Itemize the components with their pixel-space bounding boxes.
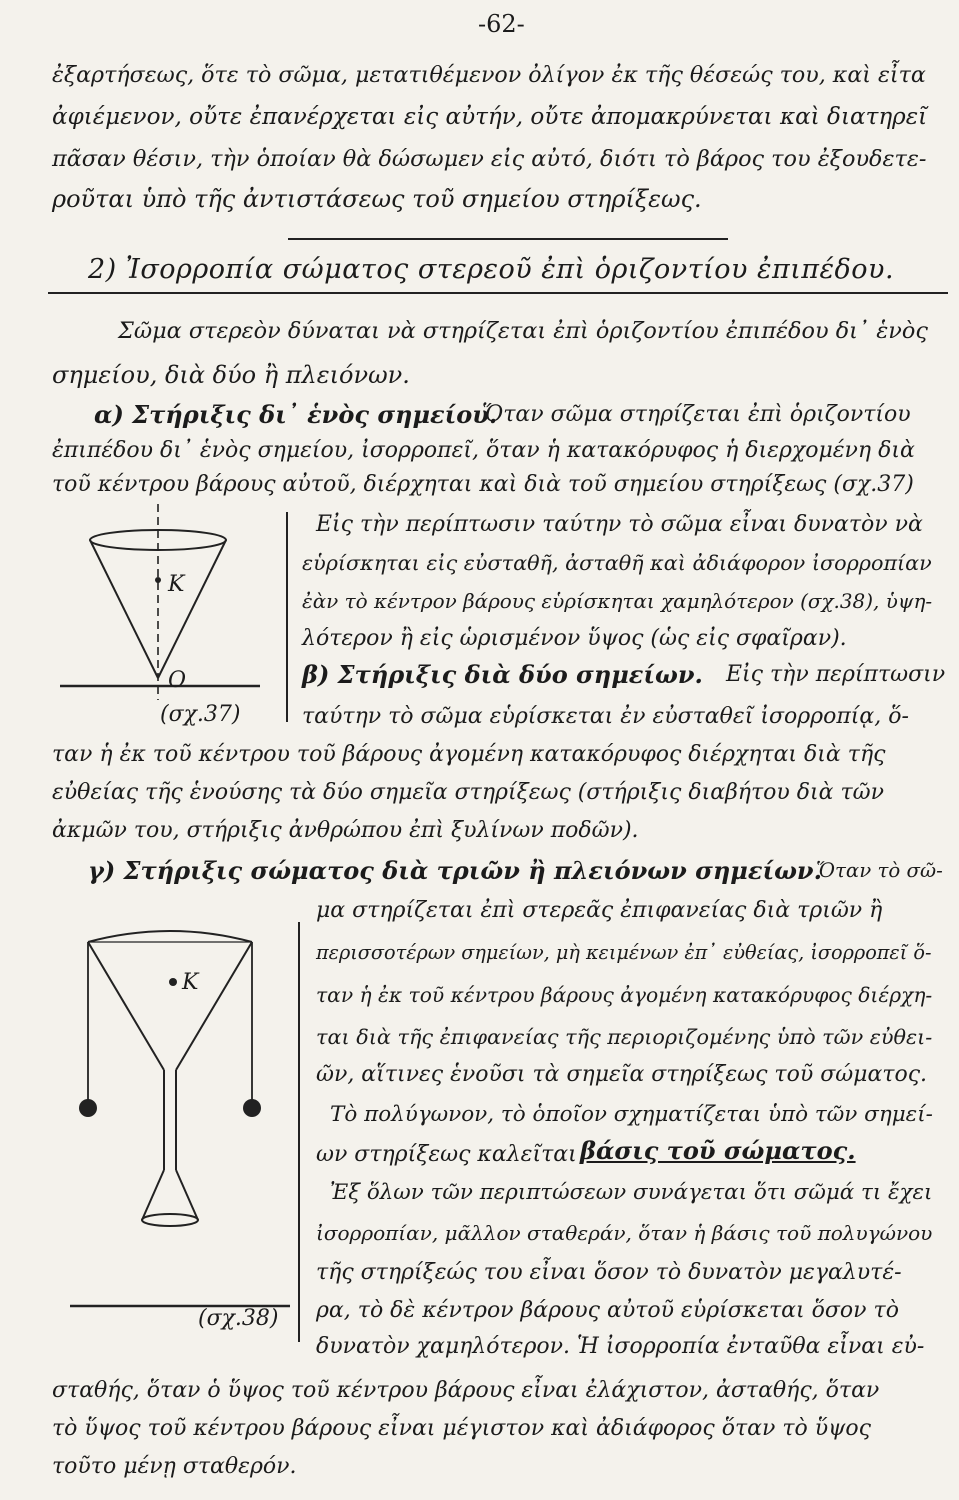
figure-38-caption: (σχ.38) [198, 1306, 279, 1331]
text-line: ων στηρίξεως καλεῖται [316, 1142, 577, 1167]
figure-37-o-label: O [168, 668, 187, 693]
figure-37-divider [286, 512, 288, 722]
text-line: ται διὰ τῆς ἐπιφανείας τῆς περιοριζομένης ὑπὸ τῶν εὐθει- [316, 1025, 933, 1049]
page-number: -62- [478, 10, 525, 38]
text-line: ροῦται ὑπὸ τῆς ἀντιστάσεως τοῦ σημείου στηρίξεως. [52, 185, 702, 213]
text-line: σημείου, διὰ δύο ἢ πλειόνων. [52, 361, 410, 389]
text-line: πᾶσαν θέσιν, τὴν ὁποίαν θὰ δώσωμεν εἰς αὐτό, διότι τὸ βάρος του ἐξουδετε- [52, 146, 927, 172]
text-line: σταθής, ὅταν ὁ ὕψος τοῦ κέντρου βάρους εἶναι ἐλάχιστον, ἀσταθής, ὅταν [52, 1378, 880, 1403]
text-line: λότερον ἢ εἰς ὡρισμένον ὕψος (ὡς εἰς σφαῖραν). [302, 626, 847, 651]
base-term: βάσις τοῦ σώματος. [580, 1136, 856, 1165]
text-line: ἐπιπέδου δι᾽ ἑνὸς σημείου, ἰσορροπεῖ, ὅταν ἡ κατακόρυφος ἡ διερχομένη διὰ [52, 438, 915, 463]
figure-37-cone [60, 500, 270, 730]
text-line: Ἐξ ὅλων τῶν περιπτώσεων συνάγεται ὅτι σῶμά τι ἔχει [330, 1180, 933, 1205]
figure-38-weighted-body [70, 920, 290, 1330]
text-line: ταν ἡ ἐκ τοῦ κέντρου τοῦ βάρους ἀγομένη κατακόρυφος διέρχηται διὰ τῆς [52, 742, 886, 767]
text-line: ταύτην τὸ σῶμα εὑρίσκεται ἐν εὐσταθεῖ ἰσορροπίᾳ, ὅ- [302, 704, 909, 729]
figure-38-divider [298, 922, 300, 1342]
text-line: ἰσορροπίαν, μᾶλλον σταθεράν, ὅταν ἡ βάσις τοῦ πολυγώνου [316, 1221, 933, 1245]
subsection-a-label: α) Στήριξις δι᾽ ἑνὸς σημείου. [94, 400, 498, 429]
figure-38-k-label: K [182, 970, 199, 995]
text-line: τοῦτο μένῃ σταθερόν. [52, 1454, 297, 1479]
text-line: Τὸ πολύγωνον, τὸ ὁποῖον σχηματίζεται ὑπὸ τῶν σημεί- [330, 1102, 933, 1127]
text-line: ταν ἡ ἐκ τοῦ κέντρου βάρους ἀγομένη κατακόρυφος διέρχη- [316, 983, 933, 1007]
text-line: μα στηρίζεται ἐπὶ στερεᾶς ἐπιφανείας διὰ τριῶν ἢ [316, 898, 883, 923]
text-line: Εἰς τὴν περίπτωσιν [726, 662, 946, 687]
text-line: Εἰς τὴν περίπτωσιν ταύτην τὸ σῶμα εἶναι δυνατὸν νὰ [316, 512, 923, 537]
text-line: ἐξαρτήσεως, ὅτε τὸ σῶμα, μετατιθέμενον ὀλίγον ἐκ τῆς θέσεώς του, καὶ εἶτα [52, 62, 926, 88]
text-line: εὐθείας τῆς ἑνούσης τὰ δύο σημεῖα στηρίξεως (στήριξις διαβήτου διὰ τῶν [52, 780, 884, 805]
figure-37-k-label: K [168, 572, 185, 597]
text-line: δυνατὸν χαμηλότερον. Ἡ ἰσορροπία ἐνταῦθα εἶναι εὐ- [316, 1334, 925, 1359]
text-line: ἀφιέμενον, οὔτε ἐπανέρχεται εἰς αὐτήν, οὔτε ἀπομακρύνεται καὶ διατηρεῖ [52, 104, 928, 130]
subsection-c-label: γ) Στήριξις σώματος διὰ τριῶν ἢ πλειόνων σημείων. [88, 856, 822, 885]
text-line: περισσοτέρων σημείων, μὴ κειμένων ἐπ᾽ εὐθείας, ἰσορροπεῖ ὅ- [316, 941, 932, 964]
section-heading: 2) Ἰσορροπία σώματος στερεοῦ ἐπὶ ὁριζοντίου ἐπιπέδου. [88, 254, 895, 285]
heading-underline [48, 292, 948, 294]
text-line: ἀκμῶν του, στήριξις ἀνθρώπου ἐπὶ ξυλίνων ποδῶν). [52, 818, 639, 843]
text-line: τὸ ὕψος τοῦ κέντρου βάρους εἶναι μέγιστον καὶ ἀδιάφορος ὅταν τὸ ὕψος [52, 1416, 871, 1441]
text-line: ρα, τὸ δὲ κέντρον βάρους αὐτοῦ εὑρίσκεται ὅσον τὸ [316, 1298, 899, 1323]
text-line: εὑρίσκηται εἰς εὐσταθῆ, ἀσταθῆ καὶ ἀδιάφορον ἰσορροπίαν [302, 551, 932, 575]
text-line: ἐὰν τὸ κέντρον βάρους εὑρίσκηται χαμηλότερον (σχ.38), ὑψη- [302, 589, 933, 613]
subsection-b-label: β) Στήριξις διὰ δύο σημείων. [302, 660, 703, 689]
text-line: Ὅταν σῶμα στηρίζεται ἐπὶ ὁριζοντίου [482, 402, 911, 427]
text-line: ῶν, αἵτινες ἑνοῦσι τὰ σημεῖα στηρίξεως τοῦ σώματος. [316, 1062, 928, 1087]
text-line: Σῶμα στερεὸν δύναται νὰ στηρίζεται ἐπὶ ὁριζοντίου ἐπιπέδου δι᾽ ἑνὸς [118, 318, 928, 344]
separator-rule [288, 238, 728, 240]
figure-37-caption: (σχ.37) [160, 702, 241, 727]
text-line: τῆς στηρίξεώς του εἶναι ὅσον τὸ δυνατὸν μεγαλυτέ- [316, 1260, 902, 1285]
text-line: τοῦ κέντρου βάρους αὐτοῦ, διέρχηται καὶ διὰ τοῦ σημείου στηρίξεως (σχ.37) [52, 472, 914, 497]
text-line: Ὅταν τὸ σῶ- [816, 859, 943, 882]
